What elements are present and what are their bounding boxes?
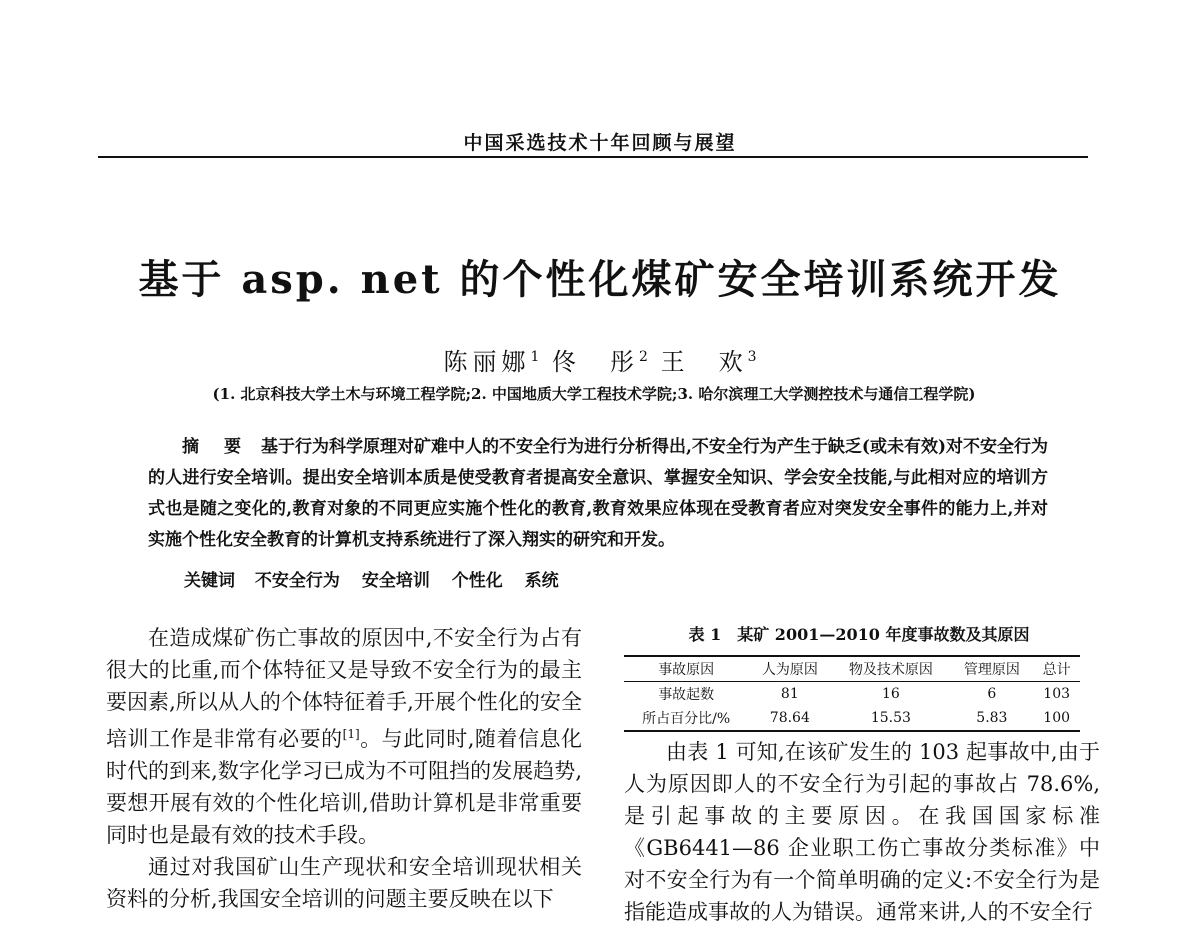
author-name: 陈丽娜 [443,348,531,376]
table-cell: 16 [881,686,900,702]
table-cell: 5.83 [976,710,1008,726]
keyword: 个性化 [451,571,503,591]
table-header-cell: 管理原因 [950,656,1033,682]
abstract-text: 基于行为科学原理对矿难中人的不安全行为进行分析得出,不安全行为产生于缺乏(或未有效)对不安全行为的人进行安全培训。提出安全培训本质是使受教育者提高安全意识、掌握安全知识、学会安全技能,与此相对应的培训方式也是随之变化的,教育对象的不同更应实施个性化的教育,教育效果应体现在受教育者应对突发安全事件的能力上,并对实施个性化安全教育的计算机支持系统进行了深入翔实的研究和开发。 [148,437,1049,550]
keyword: 系统 [524,571,559,591]
table-header-cell: 物及技术原因 [831,656,950,682]
affiliations: (1. 北京科技大学土木与环境工程学院;2. 中国地质大学工程技术学院;3. 哈尔滨理工大学测控技术与通信工程学院) [212,385,976,403]
citation-mark: [1] [342,727,360,741]
keyword: 不安全行为 [254,571,340,591]
accident-cause-table [624,655,1080,732]
table-cell: 100 [1043,710,1071,726]
paragraph-text: 。与此同时,随着信息化时代的到来,数字化学习已成为不可阻挡的发展趋势,要想开展有效的个性化培训,借助计算机是非常重要同时也是最有效的技术手段。 [106,727,582,847]
table-cell: 事故起数 [658,687,715,703]
author-name: 王 欢 [660,348,748,376]
table-header-cell: 总计 [1033,656,1080,682]
author-list [0,342,1200,377]
table-header-row [624,656,1080,682]
table-cell: 所占百分比/% [642,711,731,727]
header-rule [98,156,1088,158]
paper-title: 基于 asp. net 的个性化煤矿安全培训系统开发 [138,256,1062,303]
table-cell: 15.53 [870,710,911,726]
left-column [106,622,582,915]
keywords-label: 关键词 [184,571,235,591]
table-cell: 81 [780,686,799,702]
body-paragraph: 通过对我国矿山生产现状和安全培训现状相关资料的分析,我国安全培训的问题主要反映在以下 [106,855,582,911]
table-cell: 78.64 [769,710,810,726]
author-affiliation-mark: 3 [747,349,757,365]
author-affiliation-mark: 2 [639,349,648,365]
table-header-cell: 人为原因 [748,656,831,682]
abstract-label: 摘 要 [182,437,245,457]
author-affiliation-mark: 1 [530,349,540,365]
table-cell: 103 [1043,686,1071,702]
right-column [624,736,1100,928]
body-paragraph: 由表 1 可知,在该矿发生的 103 起事故中,由于人为原因即人的不安全行为引起的事故占 78.6%,是引起事故的主要原因。在我国国家标准《GB6441—86 企业职工伤亡事故分类标准》中对不安全行为有一个简单明确的定义:不安全行为是指能造成事故的人为错误。通常来讲,人的不安全行 [624,740,1100,924]
author-name: 佟 彤 [552,348,640,376]
body-paragraph [106,622,582,851]
table-header-cell: 事故原因 [624,656,748,682]
paragraph-text: 在造成煤矿伤亡事故的原因中,不安全行为占有很大的比重,而个体特征又是导致不安全行为的最主要因素,所以从人的个体特征着手,开展个性化的安全培训工作是非常有必要的 [106,626,582,751]
keyword: 安全培训 [361,571,430,591]
running-header: 中国采选技术十年回顾与展望 [463,132,737,154]
table-caption: 表 1 某矿 2001—2010 年度事故数及其原因 [688,625,1030,644]
abstract [148,432,1048,556]
table-row [624,682,1080,707]
keywords [184,566,575,591]
table-row [624,706,1080,731]
table-cell: 6 [987,686,997,702]
